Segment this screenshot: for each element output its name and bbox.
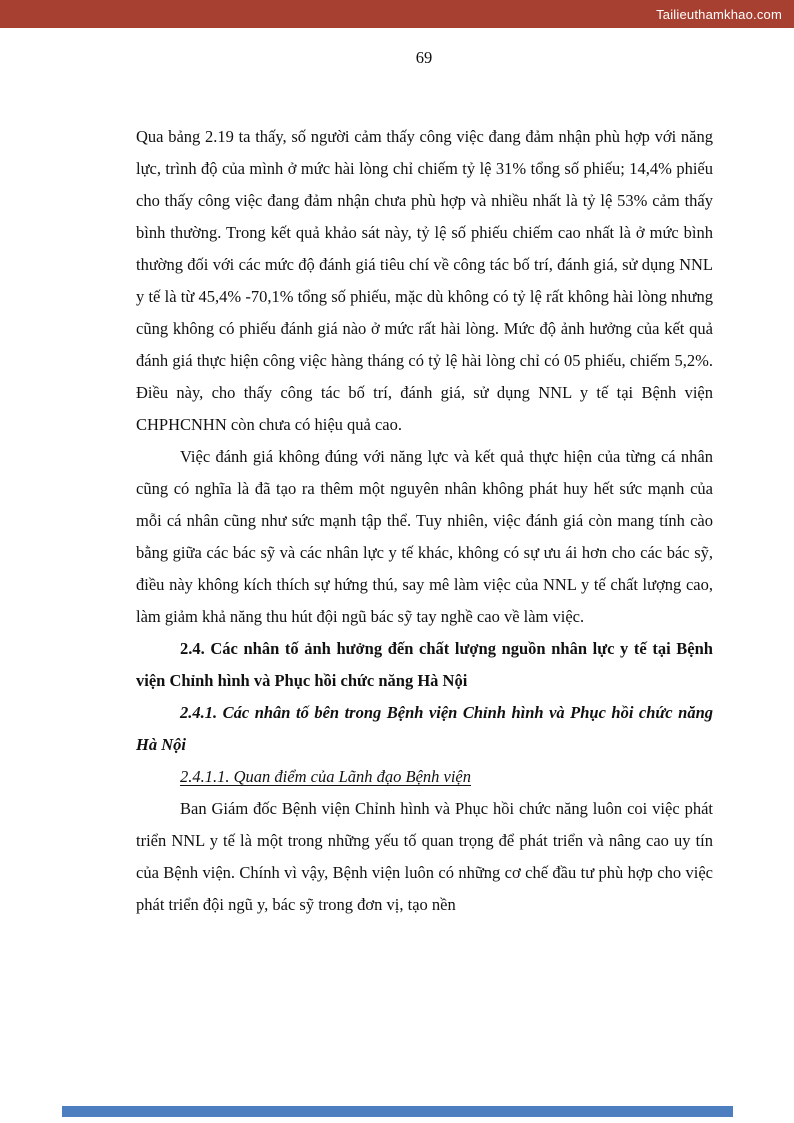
document-body [136,121,713,921]
watermark-banner [0,0,794,28]
watermark-site-link[interactable]: Tailieuthamkhao.com [656,6,782,22]
section-heading-2-4: 2.4. Các nhân tố ảnh hưởng đến chất lượng nguồn nhân lực y tế tại Bệnh viện Chỉnh hình và Phục hồi chức năng Hà Nội [136,639,713,690]
paragraph-evaluation-impact: Việc đánh giá không đúng với năng lực và kết quả thực hiện của từng cá nhân cũng có nghĩa là đã tạo ra thêm một nguyên nhân không phát huy hết sức mạnh của mỗi cá nhân cũng như sức mạnh tập thể. Tuy nhiên, việc đánh giá còn mang tính cào bằng giữa các bác sỹ và các nhân lực y tế khác, không có sự ưu ái hơn cho các bác sỹ, điều này không kích thích sự hứng thú, say mê làm việc của NNL y tế chất lượng cao, làm giảm khả năng thu hút đội ngũ bác sỹ tay nghề cao về làm việc. [136,447,713,626]
section-heading-2-4-1: 2.4.1. Các nhân tố bên trong Bệnh viện Chỉnh hình và Phục hồi chức năng Hà Nội [136,703,713,754]
paragraph-survey-results: Qua bảng 2.19 ta thấy, số người cảm thấy công việc đang đảm nhận phù hợp với năng lực, trình độ của mình ở mức hài lòng chỉ chiếm tỷ lệ 31% tổng số phiếu; 14,4% phiếu cho thấy công việc đang đảm nhận chưa phù hợp và nhiều nhất là tỷ lệ 53% cảm thấy bình thường. Trong kết quả khảo sát này, tỷ lệ số phiếu chiếm cao nhất là ở mức bình thường đối với các mức độ đánh giá tiêu chí về công tác bố trí, đánh giá, sử dụng NNL y tế là từ 45,4% -70,1% tổng số phiếu, mặc dù không có tỷ lệ rất không hài lòng nhưng cũng không có phiếu đánh giá nào ở mức rất hài lòng. Mức độ ảnh hưởng của kết quả đánh giá thực hiện công việc hàng tháng có tỷ lệ hài lòng chỉ có 05 phiếu, chiếm 5,2%. Điều này, cho thấy công tác bố trí, đánh giá, sử dụng NNL y tế tại Bệnh viện CHPHCNHN còn chưa có hiệu quả cao. [136,127,713,434]
page-number: 69 [415,48,433,67]
paragraph-board-viewpoint: Ban Giám đốc Bệnh viện Chỉnh hình và Phục hồi chức năng luôn coi việc phát triển NNL y tế là một trong những yếu tố quan trọng để phát triển và nâng cao uy tín của Bệnh viện. Chính vì vậy, Bệnh viện luôn có những cơ chế đầu tư phù hợp cho việc phát triển đội ngũ y, bác sỹ trong đơn vị, tạo nền [136,799,713,914]
footer-divider-bar [62,1106,733,1117]
section-heading-2-4-1-1: 2.4.1.1. Quan điểm của Lãnh đạo Bệnh viện [180,767,471,786]
